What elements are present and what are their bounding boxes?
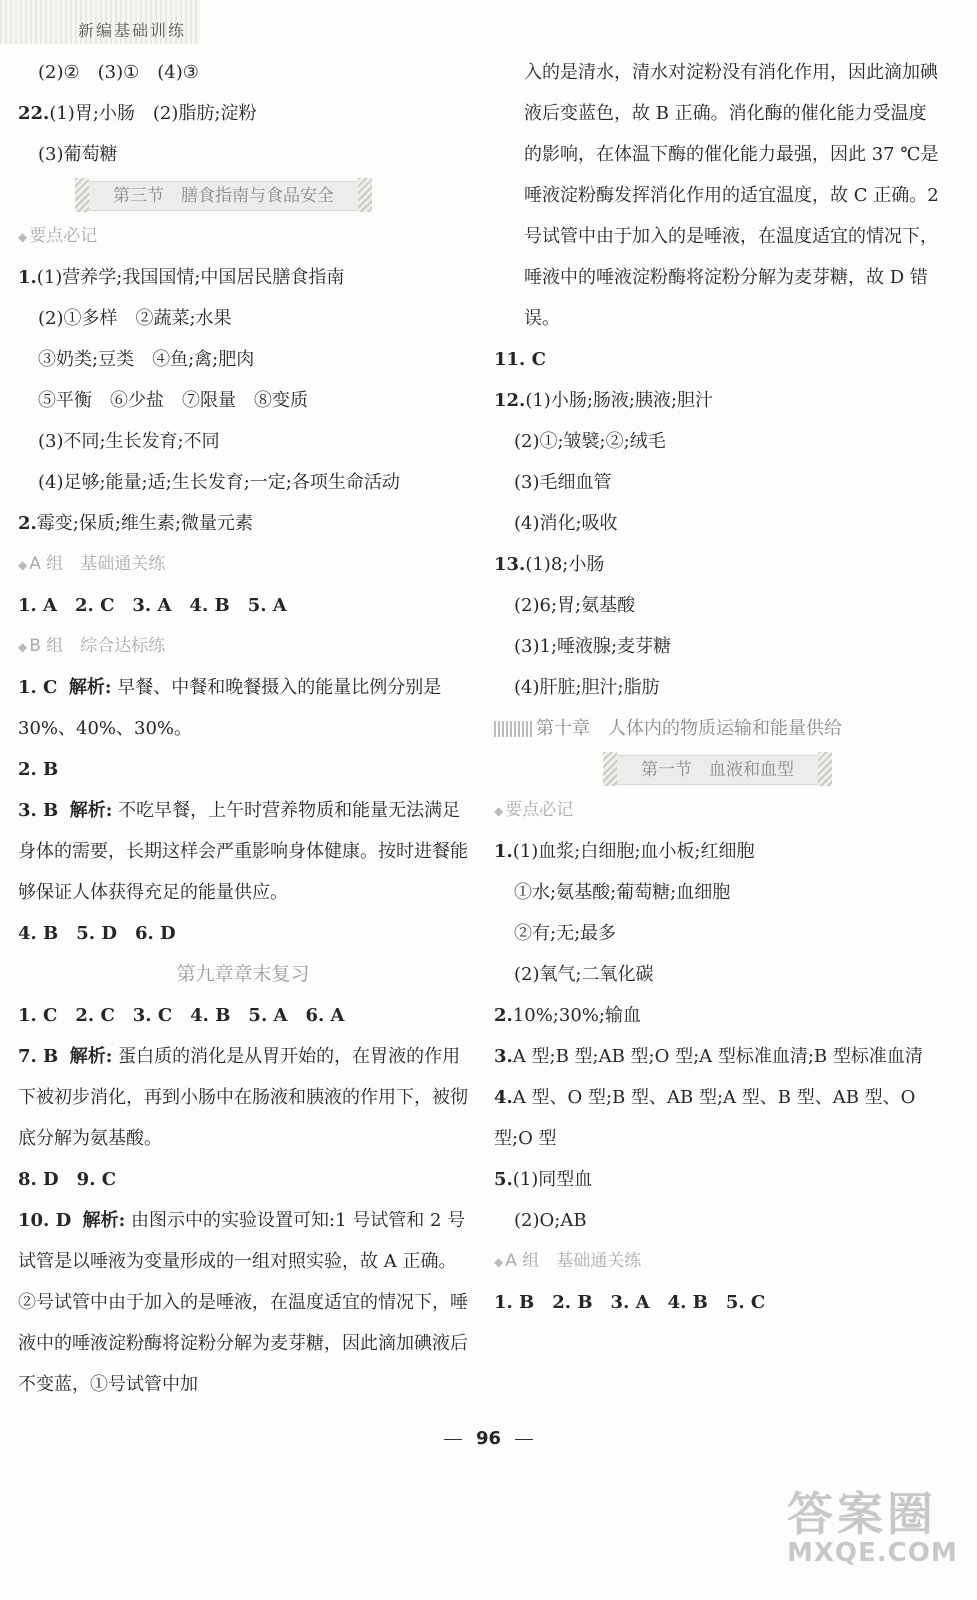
answer-line: (3)葡萄糖	[38, 144, 118, 165]
answer-b1	[18, 667, 468, 749]
heading-text: 要点必记	[29, 226, 98, 246]
group-a-heading	[494, 1241, 944, 1282]
answer-line: ③奶类;豆类 ④鱼;禽;肥肉	[38, 349, 255, 370]
page-number-text: 96	[475, 1428, 502, 1449]
dash-left	[444, 1439, 462, 1440]
answer-line: (2)② (3)① (4)③	[38, 62, 199, 83]
answer-line: 1. B 2. B 3. A 4. B 5. C	[494, 1292, 766, 1313]
explanation-text: 不吃早餐，上午时营养物质和能量无法满足身体的需要，长期这样会严重影响身体健康。按时进餐能够保证人体获得充足的能量供应。	[18, 800, 468, 903]
question-number: 2.	[494, 1005, 513, 1026]
answer-line: 1. C 2. C 3. C 4. B 5. A 6. A	[18, 1005, 345, 1026]
answer-line: (3)不同;生长发育;不同	[38, 431, 220, 452]
question-number: 1.	[18, 267, 37, 288]
answer-line: (3)1;唾液腺;麦芽糖	[514, 636, 672, 657]
heading-text: A 组 基础通关练	[29, 554, 166, 574]
question-number: 7. B	[18, 1046, 59, 1067]
question-number: 3. B	[18, 800, 59, 821]
answer-line: ①水;氨基酸;葡萄糖;血细胞	[514, 882, 731, 903]
section-title: 第三节 膳食指南与食品安全	[86, 181, 361, 211]
explanation-text: 蛋白质的消化是从胃开始的，在胃液的作用下被初步消化，再到小肠中在肠液和胰液的作用下，被彻底分解为氨基酸。	[18, 1046, 468, 1149]
answer-text: 霉变;保质;维生素;微量元素	[36, 513, 253, 534]
answer-text: (1)小肠;肠液;胰液;胆汁	[525, 390, 714, 411]
answer-text: 10%;30%;输血	[512, 1005, 641, 1026]
answer-line: (4)消化;吸收	[514, 513, 618, 534]
answer-line: (2)O;AB	[514, 1210, 587, 1231]
chapter-title: 第十章 人体内的物质运输和能量供给	[536, 718, 842, 739]
group-a-heading	[18, 544, 468, 585]
chapter-review-title: 第九章章末复习	[176, 963, 310, 985]
answer-line: ②有;无;最多	[514, 923, 617, 944]
question-12	[494, 380, 944, 421]
explanation-text: 早餐、中餐和晚餐摄入的能量比例分别是 30%、40%、30%。	[18, 677, 442, 739]
answer-line: (2)①多样 ②蔬菜;水果	[38, 308, 232, 329]
key-point-4	[494, 1077, 944, 1159]
explanation-label: 解析:	[69, 800, 113, 821]
explanation-label: 解析:	[82, 1210, 126, 1231]
group-b-heading	[18, 626, 468, 667]
heading-text: B 组 综合达标练	[29, 636, 166, 656]
section-title: 第一节 血液和血型	[614, 755, 821, 785]
explanation-label: 解析:	[69, 1046, 113, 1067]
explanation-label: 解析:	[68, 677, 112, 698]
answer-line: ⑤平衡 ⑥少盐 ⑦限量 ⑧变质	[38, 390, 308, 411]
key-point-2	[18, 503, 468, 544]
answer-line: (2)氧气;二氧化碳	[514, 964, 654, 985]
answer-line: 11. C	[494, 349, 546, 370]
answer-line: (2)①;皱襞;②;绒毛	[514, 431, 666, 452]
dash-right	[515, 1439, 533, 1440]
right-column	[494, 52, 944, 1323]
question-13	[494, 544, 944, 585]
question-number: 1. C	[18, 677, 58, 698]
question-number: 1.	[494, 841, 513, 862]
answer-text: A 型;B 型;AB 型;O 型;A 型标准血清;B 型标准血清	[512, 1046, 923, 1067]
book-title: 新编基础训练	[78, 21, 187, 40]
question-number: 3.	[494, 1046, 513, 1067]
answer-line: 4. B 5. D 6. D	[18, 923, 176, 944]
key-point-1	[18, 257, 468, 298]
answer-text: (1)胃;小肠 (2)脂肪;淀粉	[49, 103, 257, 124]
question-number: 13.	[494, 554, 526, 575]
key-points-heading	[494, 790, 944, 831]
diamond-icon: ◆	[18, 640, 28, 654]
answer-r7	[18, 1036, 468, 1159]
explanation-text: 由图示中的实验设置可知:1 号试管和 2 号试管是以唾液为变量形成的一组对照实验，故 A 正确。②号试管中由于加入的是唾液，在温度适宜的情况下，唾液中的唾液淀粉酶将淀粉分解为麦芽糖，因此滴加碘液后不变蓝，①号试管中加	[18, 1210, 468, 1395]
watermark-text: 答案圈	[787, 1487, 937, 1541]
left-column	[18, 52, 468, 1405]
answer-text: (1)血浆;白细胞;血小板;红细胞	[512, 841, 755, 862]
heading-text: A 组 基础通关练	[505, 1251, 642, 1271]
question-number: 22.	[18, 103, 50, 124]
page-number	[0, 1428, 977, 1449]
diamond-icon: ◆	[494, 1255, 504, 1269]
diamond-icon: ◆	[18, 558, 28, 572]
answer-line: (3)毛细血管	[514, 472, 612, 493]
diamond-icon: ◆	[18, 230, 28, 244]
answer-text: (1)同型血	[512, 1169, 593, 1190]
key-point-2	[494, 995, 944, 1036]
answer-b3	[18, 790, 468, 913]
answer-text: (1)8;小肠	[525, 554, 605, 575]
key-point-3	[494, 1036, 944, 1077]
chapter-heading	[494, 708, 944, 749]
question-number: 4.	[494, 1087, 513, 1108]
question-number: 10. D	[18, 1210, 72, 1231]
answer-line: 8. D 9. C	[18, 1169, 117, 1190]
answer-line: (2)6;胃;氨基酸	[514, 595, 636, 616]
question-number: 2.	[18, 513, 37, 534]
key-point-5	[494, 1159, 944, 1200]
key-point-1	[494, 831, 944, 872]
diamond-icon: ◆	[494, 804, 504, 818]
question-number: 5.	[494, 1169, 513, 1190]
answer-line: 2. B	[18, 759, 59, 780]
answer-r10	[18, 1200, 468, 1405]
answer-line: (4)肝脏;胆汁;脂肪	[514, 677, 660, 698]
continued-explanation: 入的是清水，清水对淀粉没有消化作用，因此滴加碘液后变蓝色，故 B 正确。消化酶的催化能力受温度的影响，在体温下酶的催化能力最强，因此 37 ℃是唾液淀粉酶发挥消化作用的适宜温度，故 C 正确。2 号试管中由于加入的是唾液，在温度适宜的情况下，唾液中的唾液淀粉酶将淀粉分解为麦芽糖，故 D 错误。	[524, 62, 939, 329]
answer-line: (4)足够;能量;适;生长发育;一定;各项生命活动	[38, 472, 400, 493]
answer-text: (1)营养学;我国国情;中国居民膳食指南	[36, 267, 345, 288]
key-points-heading	[18, 216, 468, 257]
watermark-url: MXQE.COM	[787, 1538, 958, 1568]
question-22	[18, 93, 468, 134]
heading-text: 要点必记	[505, 800, 574, 820]
question-number: 12.	[494, 390, 526, 411]
answer-line: 1. A 2. C 3. A 4. B 5. A	[18, 595, 287, 616]
answer-text: A 型、O 型;B 型、AB 型;A 型、B 型、AB 型、O 型;O 型	[494, 1087, 916, 1149]
watermark-logo	[787, 1478, 957, 1578]
bars-decoration	[494, 721, 534, 737]
